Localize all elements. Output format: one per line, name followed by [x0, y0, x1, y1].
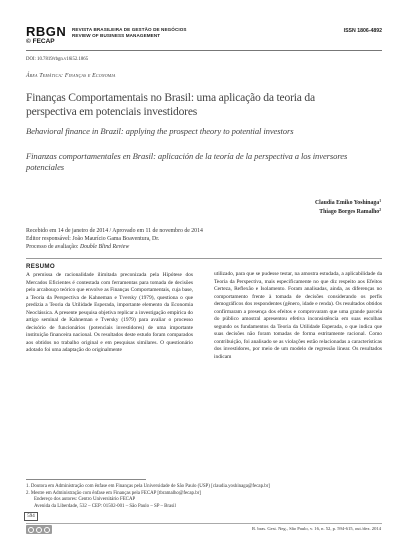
footnote-mark: 2 — [379, 208, 381, 212]
abstract-column-right — [214, 262, 382, 362]
cc-circle-icon — [28, 527, 34, 533]
journal-citation: R. bras. Gest. Neg., São Paulo, v. 16, n. 52, p. 594-615, out./dez. 2014 — [252, 526, 381, 531]
journal-name-en: REVIEW OF BUSINESS MANAGEMENT — [72, 33, 161, 38]
footnote-2: 2. Mestre em Administração com ênfase em Finanças pela FECAP [tbramalho@fecap.br] — [26, 490, 201, 496]
article-title-en: Behavioral finance in Brazil: applying the prospect theory to potential investors — [26, 126, 294, 136]
abstract-divider — [26, 258, 382, 259]
author-address-2: Avenida da Liberdade, 532 – CEP: 01502-001 – São Paulo – SP – Brasil — [34, 503, 176, 509]
page-number: 594 — [24, 512, 38, 521]
abstract-column-left — [26, 262, 193, 355]
creative-commons-license-icon[interactable] — [26, 525, 52, 534]
footnote-1: 1. Doutora em Administração com ênfase em Finanças pela Universidade de São Paulo (USP) [claudia.yoshinaga@fecap.br] — [26, 484, 270, 489]
subject-area — [26, 73, 116, 79]
review-process-label: Processo de avaliação: — [26, 244, 79, 250]
subject-area-value: Finanças e Economia — [64, 73, 116, 79]
subject-area-label: Área Temática: — [26, 73, 64, 79]
author-name: Claudia Emiko Yoshinaga — [314, 200, 380, 206]
author-name: Thiago Borges Ramalho — [319, 209, 380, 215]
issn: ISSN 1806-4892 — [343, 28, 382, 34]
review-process-value: Double Blind Review — [79, 244, 130, 250]
article-title-pt: Finanças Comportamentais no Brasil: uma aplicação da teoria da perspectiva em potenciais investidores — [26, 91, 315, 118]
author-2 — [319, 209, 381, 215]
footnote-divider — [26, 479, 146, 480]
journal-header — [26, 26, 382, 48]
nc-circle-icon — [44, 527, 50, 533]
article-metadata — [26, 227, 203, 251]
journal-name-pt: REVISTA BRASILEIRA DE GESTÃO DE NEGÓCIOS — [72, 27, 187, 32]
journal-names — [72, 27, 187, 39]
footnotes — [26, 484, 382, 510]
received-dates: Recebido em 14 de janeiro de 2014 / Aprovado em 11 de novembro de 2014 — [26, 228, 203, 234]
footer-divider — [26, 523, 382, 524]
doi-link[interactable]: DOI: 10.7819/rbgn.v16i52.1865 — [26, 57, 89, 62]
journal-logo-subtitle: © FECAP — [26, 38, 55, 45]
footnote-mark: 1 — [379, 199, 381, 203]
author-1 — [315, 200, 381, 206]
article-title-es: Finanzas comportamentales en Brasil: aplicación de la teoría de la perspectiva a los inversores potenciales — [26, 151, 348, 172]
abstract-heading: RESUMO — [26, 263, 55, 270]
by-circle-icon — [36, 527, 42, 533]
header-divider — [26, 50, 382, 51]
author-address-1: Endereço dos autores: Centro Universitário FECAP — [34, 497, 136, 503]
responsible-editor: Editor responsável: João Maurício Gama Boaventura, Dr. — [26, 236, 160, 242]
journal-logo: RBGN — [26, 24, 67, 39]
abstract-text-right: utilizado, para que se pudesse testar, na amostra estudada, a aplicabilidade da Teoria da Perspectiva, mais especificamente no que diz respeito aos Efeitos Certeza, Reflexão e Isolamento. Foram analisadas, ainda, as diferenças no comportamento frente à tomada de decisões considerando os perfis demográficos dos respondentes (gênero, idade e renda). Os resultados obtidos confirmaram a presença dos efeitos e comprovaram que uma grande parcela do público amostral apresentou efetiva inconsistência em suas escolhas segundo os fundamentos da Teoria da Utilidade Esperada, o que indica que suas decisões não foram tomadas de forma estritamente racional. Como contribuição, foi analisado se as violações estão relacionadas a características dos investidores, por meio de um modelo de regressão linear. Os resultados indicam — [214, 271, 382, 361]
review-process — [26, 243, 203, 251]
abstract-text-left: A premissa de racionalidade ilimitada preconizada pela Hipótese dos Mercados Eficientes é contestada com ferramentas para tomada de decisões pelo arcabouço teórico que envolve as Finanças Comportamentais, cuja base, a Teoria da Perspectiva de Kahneman e Tversky (1979), questiona o que predizia a Teoria da Utilidade Esperada, importante elemento da Economia Neoclássica. A presente pesquisa objetiva replicar a investigação empírica do artigo seminal de Kahneman e Tversky (1979) para avaliar o processo decisório de funcionários (potenciais investidores) de uma importante instituição financeira nacional. Os resultados deste estudo foram comparados aos obtidos no trabalho original e em pesquisas similares. O questionário adotado foi uma adaptação do originalmente — [26, 272, 193, 354]
